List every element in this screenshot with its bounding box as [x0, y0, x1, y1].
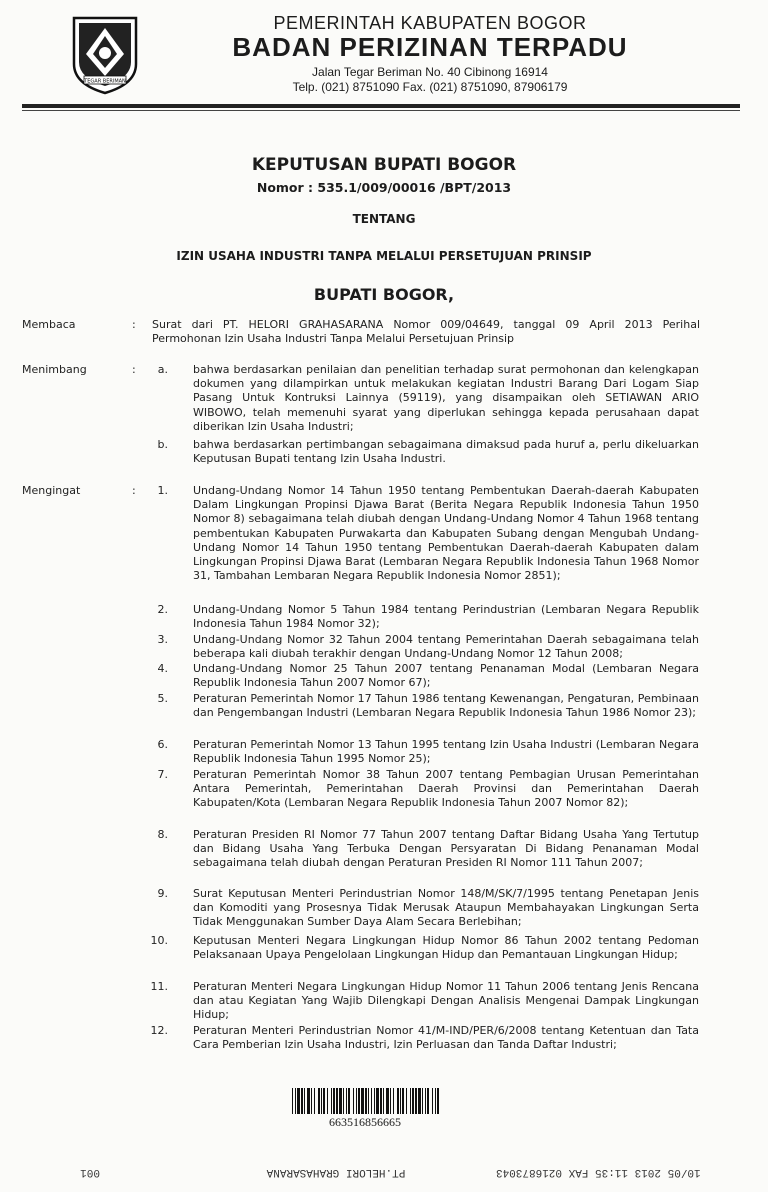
mengingat-item-text: Surat Keputusan Menteri Perindustrian Nomor 148/M/SK/7/1995 tentang Penetapan Jenis dan Komoditi yang Prosesnya Tidak Merusak Ataupun Membahayakan Lingkungan Serta Tidak Menggunakan Sumber Daya Alam Secara Berlebihan;	[193, 887, 699, 929]
agency-name: BADAN PERIZINAN TERPADU	[232, 32, 628, 62]
mengingat-item-number: 3.	[157, 633, 168, 646]
barcode-bar	[397, 1088, 399, 1114]
barcode-bar	[346, 1088, 347, 1114]
agency-address: Jalan Tegar Beriman No. 40 Cibinong 16914	[312, 65, 548, 79]
barcode-bar	[304, 1088, 305, 1114]
membaca-text: Surat dari PT. HELORI GRAHASARANA Nomor 009/04649, tanggal 09 April 2013 Perihal Permohonan Izin Usaha Industri Tanpa Melalui Persetujuan Prinsip	[152, 318, 700, 346]
mengingat-item-number: 10.	[150, 934, 168, 947]
barcode-bar	[358, 1088, 360, 1114]
barcode-bar	[393, 1088, 394, 1114]
barcode-bar	[402, 1088, 404, 1114]
barcode-bar	[311, 1088, 312, 1114]
menimbang-item-number: a.	[157, 363, 168, 376]
menimbang-item-number: b.	[157, 438, 168, 451]
barcode-bar	[301, 1088, 303, 1114]
barcode-bar	[390, 1088, 391, 1114]
barcode-bar	[321, 1088, 322, 1114]
barcode-bar	[371, 1088, 372, 1114]
decree-subject: IZIN USAHA INDUSTRI TANPA MELALUI PERSETUJUAN PRINSIP	[176, 249, 592, 263]
barcode-bar	[412, 1088, 414, 1114]
barcode-bar	[339, 1088, 342, 1114]
barcode-bar	[406, 1088, 407, 1114]
mengingat-item-text: Undang-Undang Nomor 5 Tahun 1984 tentang Perindustrian (Lembaran Negara Republik Indonesia Tahun 1984 Nomor 32);	[193, 603, 699, 631]
mengingat-item-text: Peraturan Menteri Negara Lingkungan Hidup Nomor 11 Tahun 2006 tentang Jenis Rencana dan atau Kegiatan Yang Wajib Dilengkapi Dengan Analisis Mengenai Dampak Lingkungan Hidup;	[193, 980, 699, 1022]
barcode-bar	[437, 1088, 439, 1114]
government-name: PEMERINTAH KABUPATEN BOGOR	[273, 13, 587, 33]
barcode-bar	[297, 1088, 300, 1114]
barcode-bar	[365, 1088, 367, 1114]
fax-timestamp: 10/05 2013 11:35 FAX 0216873043	[496, 1166, 701, 1178]
barcode-bar	[336, 1088, 338, 1114]
barcode-bar	[331, 1088, 332, 1114]
barcode-bar	[333, 1088, 335, 1114]
barcode-bar	[368, 1088, 369, 1114]
decree-number: Nomor : 535.1/009/00016 /BPT/2013	[256, 180, 512, 195]
menimbang-item-text: bahwa berdasarkan penilaian dan penelitian terhadap surat permohonan dan kelengkapan dokumen yang dilampirkan untuk melakukan kegiatan Industri Barang Dari Logam Siap Pasang Untuk Kontruksi Lainnya (59119), yang disampaikan oleh SETIAWAN ARIO WIBOWO, telah memenuhi syarat yang diperlukan sehingga kepada perusahaan dapat diberikan Izin Usaha Industri;	[193, 363, 699, 433]
mengingat-item-text: Keputusan Menteri Negara Lingkungan Hidup Nomor 86 Tahun 2002 tentang Pedoman Pelaksanaan Upaya Pengelolaan Lingkungan Hidup dan Pemantauan Lingkungan Hidup;	[193, 934, 699, 962]
barcode-bar	[343, 1088, 344, 1114]
barcode-bar	[415, 1088, 417, 1114]
decree-tentang: TENTANG	[352, 212, 416, 226]
mengingat-item-number: 6.	[157, 738, 168, 751]
barcode-bar	[400, 1088, 401, 1114]
barcode-bar	[422, 1088, 423, 1114]
mengingat-item-text: Undang-Undang Nomor 32 Tahun 2004 tentang Pemerintahan Daerah sebagaimana telah beberapa kali diubah terakhir dengan Undang-Undang Nomor 12 Tahun 2008;	[193, 633, 699, 661]
barcode-bar	[380, 1088, 382, 1114]
barcode-bar	[327, 1088, 328, 1114]
mengingat-item-text: Undang-Undang Nomor 14 Tahun 1950 tentang Pembentukan Daerah-daerah Kabupaten Dalam Lingkungan Propinsi Djawa Barat (Berita Negara Republik Indonesia Tahun 1950 Nomor 8) sebagaimana telah diubah dengan Undang-Undang Nomor 4 Tahun 1968 tentang pembentukan Kabupaten Purwakarta dan Kabupaten Subang dengan Mengubah Undang-Undang Nomor 14 Tahun 1950 tentang Pembentukan Daerah-daerah Kabupaten dalam Lingkungan Propinsi Djawa Barat (Lembaran Negara Republik Indonesia Tahun 1968 Nomor 31, Tambahan Lembaran Negara Republik Indonesia Nomor 2851);	[193, 484, 699, 583]
mengingat-item-number: 12.	[150, 1024, 168, 1037]
membaca-label: Membaca	[22, 318, 76, 331]
barcode-bar	[425, 1088, 426, 1114]
mengingat-label: Mengingat	[22, 484, 81, 497]
mengingat-item-number: 4.	[157, 662, 168, 675]
barcode-number: 663516856665	[329, 1115, 401, 1129]
barcode-bar	[376, 1088, 379, 1114]
mengingat-item-text: Peraturan Presiden RI Nomor 77 Tahun 2007 tentang Daftar Bidang Usaha Yang Tertutup dan Bidang Usaha Yang Terbuka Dengan Persyaratan Di Bidang Penanaman Modal sebagaimana telah diubah dengan Peraturan Presiden RI Nomor 111 Tahun 2007;	[193, 828, 699, 870]
decree-title: KEPUTUSAN BUPATI BOGOR	[251, 155, 517, 175]
logo-motto: TEGAR BERIMAN	[84, 78, 126, 85]
barcode-bar	[323, 1088, 325, 1114]
barcode-bar	[314, 1088, 315, 1114]
mengingat-item-text: Undang-Undang Nomor 25 Tahun 2007 tentang Penanaman Modal (Lembaran Negara Republik Indonesia Tahun 2007 Nomor 67);	[193, 662, 699, 690]
barcode-bar	[374, 1088, 375, 1114]
mengingat-item-number: 7.	[157, 768, 168, 781]
mengingat-item-number: 11.	[150, 980, 168, 993]
mengingat-item-text: Peraturan Pemerintah Nomor 13 Tahun 1995 tentang Izin Usaha Industri (Lembaran Negara Republik Indonesia Tahun 1995 Nomor 25);	[193, 738, 699, 766]
barcode-bar	[348, 1088, 350, 1114]
mengingat-item-number: 2.	[157, 603, 168, 616]
menimbang-colon: :	[132, 363, 136, 376]
fax-sender-name: PT.HELORI GRAHASARANA	[266, 1166, 406, 1178]
document-barcode	[290, 1088, 440, 1114]
bogor-coat-of-arms-logo	[70, 14, 140, 96]
mengingat-item-number: 1.	[157, 484, 168, 497]
barcode-bar	[383, 1088, 384, 1114]
barcode-bar	[356, 1088, 357, 1114]
barcode-bar	[410, 1088, 411, 1114]
barcode-bar	[292, 1088, 293, 1114]
barcode-bar	[361, 1088, 364, 1114]
mengingat-item-number: 5.	[157, 692, 168, 705]
mengingat-item-number: 9.	[157, 887, 168, 900]
barcode-bar	[318, 1088, 320, 1114]
barcode-bar	[435, 1088, 436, 1114]
barcode-bar	[386, 1088, 389, 1114]
barcode-bar	[307, 1088, 310, 1114]
decree-issuer: BUPATI BOGOR,	[313, 285, 455, 304]
letterhead-rule-thin	[22, 110, 740, 111]
menimbang-item-text: bahwa berdasarkan pertimbangan sebagaimana dimaksud pada huruf a, perlu dikeluarkan Keputusan Bupati tentang Izin Usaha Industri.	[193, 438, 699, 466]
letterhead-rule-thick	[22, 104, 740, 108]
mengingat-item-number: 8.	[157, 828, 168, 841]
barcode-bar	[295, 1088, 296, 1114]
agency-phone: Telp. (021) 8751090 Fax. (021) 8751090, 87906179	[292, 80, 568, 94]
mengingat-item-text: Peraturan Pemerintah Nomor 38 Tahun 2007 tentang Pembagian Urusan Pemerintahan Antara Pemerintah, Pemerintahan Daerah Provinsi dan Pemerintahan Daerah Kabupaten/Kota (Lembaran Negara Republik Indonesia Tahun 2007 Nomor 82);	[193, 768, 699, 810]
barcode-bar	[418, 1088, 421, 1114]
barcode-bar	[432, 1088, 433, 1114]
menimbang-label: Menimbang	[22, 363, 87, 376]
barcode-bar	[427, 1088, 429, 1114]
fax-page-number: 001	[80, 1166, 100, 1178]
mengingat-item-text: Peraturan Menteri Perindustrian Nomor 41/M-IND/PER/6/2008 tentang Ketentuan dan Tata Cara Pemberian Izin Usaha Industri, Izin Perluasan dan Tanda Daftar Industri;	[193, 1024, 699, 1052]
barcode-bar	[353, 1088, 354, 1114]
mengingat-item-text: Peraturan Pemerintah Nomor 17 Tahun 1986 tentang Kewenangan, Pengaturan, Pembinaan dan Pengembangan Industri (Lembaran Negara Republik Indonesia Tahun 1986 Nomor 23);	[193, 692, 699, 720]
mengingat-colon: :	[132, 484, 136, 497]
membaca-colon: :	[132, 318, 136, 331]
